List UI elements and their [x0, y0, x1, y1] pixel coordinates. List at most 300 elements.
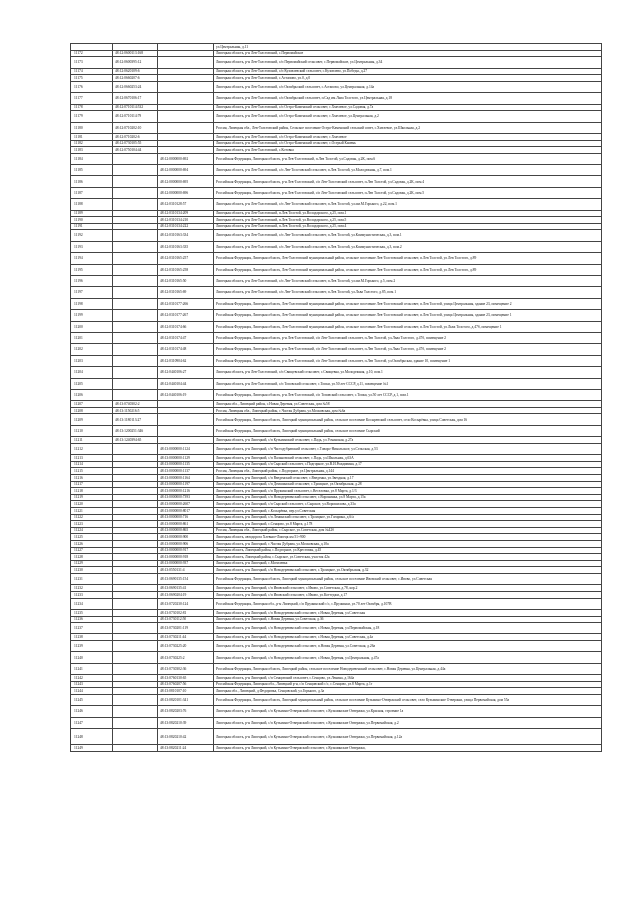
table-row: [71, 133, 602, 140]
cadastral-number-cell: [113, 461, 158, 468]
row-number-cell: 11227: [71, 547, 113, 554]
table-row: [71, 706, 602, 717]
address-cell: Липецкая область, р-н Липецкий, с/п Пальновский сельсовет, с.Падь, ул.Школьная, д.63А: [214, 455, 602, 462]
address-cell: Липецкая область, р-н Лев-Толстовский, с.Первомайское: [214, 50, 602, 57]
row-number-cell: 11219: [71, 494, 113, 501]
table-row: [71, 688, 602, 695]
address-cell: Липецкая область, р-н Липецкий, с.Могилевка: [214, 560, 602, 567]
table-row: [71, 443, 602, 454]
premises-cadastral-number-cell: 48:13:0730211:44: [158, 634, 214, 641]
row-number-cell: 11196: [71, 276, 113, 287]
address-cell: Липецкая область, р-н Лев-Толстовский, с/п Остро-Каменский сельсовет, с.Хмелевое, ул.Садовая, д.7а: [214, 104, 602, 111]
address-cell: Липецкая область, р-н Липецкий, с/п Сырский сельсовет, с.Подгорное, ул.В.И.Рождивина, д.17: [214, 461, 602, 468]
row-number-cell: 11202: [71, 344, 113, 355]
address-cell: Липецкая область, р-н Липецкий, с/п Новодеревенский сельсовет, с.Воронинка, ул.8 Марта, д.15а: [214, 494, 602, 501]
row-number-cell: 11182: [71, 140, 113, 147]
premises-cadastral-number-cell: 48:12:0310163:335: [158, 241, 214, 252]
table-row: [71, 609, 602, 616]
address-cell: ул.Центральная, д.11: [214, 44, 602, 51]
cadastral-number-cell: 48:12:0710202:6: [113, 133, 158, 140]
address-cell: Липецкая область, р-н Липецкий, с/п Новодеревенский сельсовет, с.Новая Деревня, ул.Центральная, д.47а: [214, 652, 602, 663]
table-row: [71, 540, 602, 547]
row-number-cell: 11206: [71, 389, 113, 400]
row-number-cell: 11221: [71, 508, 113, 515]
table-row: [71, 534, 602, 541]
table-row: [71, 508, 602, 515]
address-cell: Российская Федерация, Липецкая область, Лев-Толстовский муниципальный район, сельское поселение Лев-Толстовский сельсовет, п.Лев Толстой, ул.Лев Толстого, д.89: [214, 264, 602, 275]
cadastral-number-cell: [113, 527, 158, 534]
table-row: [71, 378, 602, 389]
cadastral-number-cell: [113, 223, 158, 230]
table-row: [71, 68, 602, 75]
table-row: [71, 75, 602, 82]
premises-cadastral-number-cell: 48:12:0440104:44: [158, 378, 214, 389]
table-row: [71, 425, 602, 436]
cadastral-number-cell: [113, 355, 158, 366]
address-cell: Липецкая область, р-н Липецкий, с/п Новодеревенский сельсовет, с.Новая Деревня, ул.Советская, д.4а: [214, 634, 602, 641]
row-number-cell: 11245: [71, 695, 113, 706]
premises-cadastral-number-cell: 48:13:0820203:76: [158, 706, 214, 717]
address-cell: Липецкая область, р-н Лев-Толстовский, с/п Лев-Толстовский сельсовет, п.Лев Толстой, ул.им.М.Горького, д.5, пом.2: [214, 276, 602, 287]
cadastral-number-cell: 48:12:0710202:10: [113, 122, 158, 133]
row-number-cell: 11184: [71, 153, 113, 164]
address-cell: Липецкая область, р-н Липецкий, с/п Сырский сельсовет, с.Сырское, ул.Ворошилова, д.33а: [214, 501, 602, 508]
premises-cadastral-number-cell: 48:13:0690135:41: [158, 585, 214, 592]
cadastral-number-cell: [113, 560, 158, 567]
premises-cadastral-number-cell: 48:13:0760207:56: [158, 681, 214, 688]
table-row: [71, 675, 602, 682]
row-number-cell: 11211: [71, 437, 113, 444]
table-row: [71, 663, 602, 674]
premises-cadastral-number-cell: 48:12:0440106:19: [158, 389, 214, 400]
address-cell: Российская Федерация, Липецкая область, Лев-Толстовский муниципальный район, сельское поселение Лев-Толстовский сельсовет, п.Лев Толстой, ул.Лев Толстого, д.89: [214, 253, 602, 264]
premises-cadastral-number-cell: 48:13:0720230:124: [158, 598, 214, 609]
address-cell: Россия, Липецкая обл., Липецкий район, с.Подгорное, ул.Центральная, д.144: [214, 468, 602, 475]
cadastral-number-cell: 48:12:0750104:44: [113, 147, 158, 154]
address-cell: Российская Федерация, Липецкая обл., р-н Липецкий, с/п Пружинский с/с, с.Пружинки, ул.70 лет Октября, д.107В: [214, 598, 602, 609]
table-row: [71, 241, 602, 252]
row-number-cell: 11181: [71, 133, 113, 140]
address-cell: Липецкая область, р-н Липецкий, с/п Введенский сельсовет, с.Введенка, ул.Звездная, д.17: [214, 475, 602, 482]
row-number-cell: 11212: [71, 443, 113, 454]
address-cell: Липецкая область, р-н Лев-Толстовский, с/п Октябрьский сельсовет, п.Сад им.Льва Толстого, ул.Центральная, д.18: [214, 93, 602, 104]
address-cell: Липецкая область, р-н Липецкий, с/п Новодеревенский сельсовет, п.Новая Деревня, ул.Советская, д.26а: [214, 641, 602, 652]
cadastral-number-cell: [113, 276, 158, 287]
cadastral-number-cell: [113, 344, 158, 355]
row-number-cell: 11236: [71, 616, 113, 623]
address-cell: Российская Федерация, Липецкая область, р-н Лев-Толстовский, с/п Лев-Толстовский сельсовет, п.Лев Толстой, ул.Льва Толстого, д.47б, помещение 2: [214, 332, 602, 343]
premises-cadastral-number-cell: 48:12:0310165:69: [158, 287, 214, 298]
row-number-cell: 11244: [71, 688, 113, 695]
table-row: [71, 93, 602, 104]
premises-cadastral-number-cell: 48:13:0820211:24: [158, 745, 214, 752]
row-number-cell: [71, 44, 113, 51]
address-cell: Липецкая область, р-н Липецкий, с/п Пружинский сельсовет, с.Веселовка, ул.8 Марта, д.1/3: [214, 488, 602, 495]
address-cell: Липецкая область, р-н Липецкий, с/п Новодеревенский сельсовет, с.Троицкое, ул.Октябрьская, д.32: [214, 567, 602, 574]
address-cell: Липецкая область, р-н Липецкий, с/п Кузьмино-Отвержский сельсовет, с.Кузьминские Отвержки, ул.Красная, строение 1а: [214, 706, 602, 717]
row-number-cell: 11208: [71, 407, 113, 414]
premises-cadastral-number-cell: [158, 122, 214, 133]
row-number-cell: 11222: [71, 514, 113, 521]
row-number-cell: 11209: [71, 414, 113, 425]
cadastral-number-cell: [113, 514, 158, 521]
cadastral-number-cell: [113, 729, 158, 745]
row-number-cell: 11204: [71, 367, 113, 378]
cadastral-number-cell: [113, 652, 158, 663]
address-cell: Липецкая область, р-н Лев-Толстовский, с/п Топовский сельсовет, с.Топки, ул.50 лет СССР, д.11, помещение №1: [214, 378, 602, 389]
premises-cadastral-number-cell: 48:13:0000000:1137: [158, 468, 214, 475]
row-number-cell: 11187: [71, 187, 113, 198]
row-number-cell: 11176: [71, 81, 113, 92]
table-row: [71, 355, 602, 366]
premises-cadastral-number-cell: 48:12:0000000:695: [158, 176, 214, 187]
row-number-cell: 11175: [71, 75, 113, 82]
address-cell: Липецкая область, р-н Липецкий, с/п Кузьмино-Отвержский сельсовет, с.Кузьминские Отвержки, ул.Первомайская, д.2: [214, 717, 602, 728]
address-cell: Российская Федерация, Липецкая область, Липецкий муниципальный район, сельское поселение Ивовский сельсовет, с.Ивово, ул.Советская: [214, 573, 602, 584]
premises-cadastral-number-cell: 48:13:0730225:20: [158, 641, 214, 652]
premises-cadastral-number-cell: 48:13:0730112:50: [158, 616, 214, 623]
cadastral-number-cell: [113, 585, 158, 592]
row-number-cell: 11225: [71, 534, 113, 541]
premises-cadastral-number-cell: 48:13:0000000:861: [158, 521, 214, 528]
table-row: [71, 230, 602, 241]
cadastral-number-cell: [113, 681, 158, 688]
cadastral-number-cell: [113, 616, 158, 623]
address-cell: Липецкая область, р-н Лев-Толстовский, с/п Лев-Толстовский сельсовет, п.Лев Толстой, ул.Коммунистическая, д.3, пом.1: [214, 230, 602, 241]
cadastral-number-cell: [113, 264, 158, 275]
premises-cadastral-number-cell: 48:13:0820210:42: [158, 729, 214, 745]
cadastral-number-cell: [113, 695, 158, 706]
table-row: [71, 50, 602, 57]
premises-cadastral-number-cell: [158, 133, 214, 140]
premises-cadastral-number-cell: 48:13:0820210:39: [158, 717, 214, 728]
address-cell: Липецкая область, автодорога Хлевное-Липецк км 51+900: [214, 534, 602, 541]
cadastral-number-cell: [113, 567, 158, 574]
table-row: [71, 344, 602, 355]
address-cell: Липецкая область, р-н Липецкий, с.Частая Дубрава, ул.Московская, д.10а: [214, 540, 602, 547]
row-number-cell: 11228: [71, 554, 113, 561]
registry-table-body: [71, 44, 602, 752]
cadastral-number-cell: [113, 634, 158, 641]
premises-cadastral-number-cell: 48:12:0310163:334: [158, 230, 214, 241]
premises-cadastral-number-cell: 48:13:0000000:1135: [158, 461, 214, 468]
row-number-cell: 11195: [71, 264, 113, 275]
table-row: [71, 217, 602, 224]
table-row: [71, 414, 602, 425]
row-number-cell: 11213: [71, 455, 113, 462]
table-row: [71, 475, 602, 482]
row-number-cell: 11240: [71, 652, 113, 663]
cadastral-number-cell: [113, 199, 158, 210]
cadastral-number-cell: [113, 378, 158, 389]
premises-cadastral-number-cell: 48:12:0310165:258: [158, 264, 214, 275]
address-cell: Липецкая область, р-н Лев-Толстовский, п.Лев Толстой, ул.Володарского, д.25, пом.1: [214, 210, 602, 217]
address-cell: Липецкая область, р-н Липецкий, с/п Ивовский сельсовет, с.Ивово, ул.Советская, д.78, кор.2: [214, 585, 602, 592]
address-cell: Липецкая область, р-н Лев-Толстовский, с/п Остро-Каменский сельсовет, с.Хмелевое, ул.Центральная, д.2: [214, 111, 602, 122]
table-row: [71, 310, 602, 321]
address-cell: Российская Федерация, Липецкая область, р-н Лев-Толстовский, с/п Топовский сельсовет, с.Топки, ул.50 лет СССР, д.1, пом.1: [214, 389, 602, 400]
cadastral-number-cell: [113, 623, 158, 634]
row-number-cell: 11201: [71, 332, 113, 343]
premises-cadastral-number-cell: 48:13:0000000:7393: [158, 494, 214, 501]
cadastral-number-cell: [113, 521, 158, 528]
address-cell: Российская Федерация, Липецкая область, р-н Лев-Толстовский, п.Лев Толстой, ул.Садовая, д.2К, пом.6: [214, 153, 602, 164]
row-number-cell: 11234: [71, 598, 113, 609]
cadastral-number-cell: [113, 475, 158, 482]
address-cell: Липецкая область, р-н Липецкий, с/п Демшинский сельсовет, с.Троицкое, ул.Октябрьская, д.28: [214, 481, 602, 488]
cadastral-number-cell: 48:12:0670106:17: [113, 93, 158, 104]
cadastral-number-cell: [113, 321, 158, 332]
row-number-cell: 11179: [71, 111, 113, 122]
cadastral-number-cell: [113, 217, 158, 224]
premises-cadastral-number-cell: [158, 407, 214, 414]
premises-cadastral-number-cell: 48:13:0730225:2: [158, 652, 214, 663]
premises-cadastral-number-cell: 48:13:0730201:119: [158, 623, 214, 634]
row-number-cell: 11178: [71, 104, 113, 111]
premises-cadastral-number-cell: 48:12:0310174:48: [158, 344, 214, 355]
table-row: [71, 567, 602, 574]
row-number-cell: 11205: [71, 378, 113, 389]
table-row: [71, 554, 602, 561]
cadastral-number-cell: 48:12:0600113:168: [113, 50, 158, 57]
premises-cadastral-number-cell: 48:12:0310174:47: [158, 332, 214, 343]
cadastral-number-cell: [113, 598, 158, 609]
table-row: [71, 111, 602, 122]
address-cell: Российская Федерация, Липецкая область, Лев-Толстовский муниципальный район, сельское поселение Лев-Толстовский сельсовет, п.Лев Толстой, улица Центральная, здание 23, помещение 1: [214, 310, 602, 321]
table-row: [71, 176, 602, 187]
address-cell: Липецкая область, р-н Липецкий, с/п Кузьминский сельсовет, с.Падь, ул.Усманская, д.27а: [214, 437, 602, 444]
table-row: [71, 468, 602, 475]
cadastral-number-cell: [113, 663, 158, 674]
row-number-cell: 11183: [71, 147, 113, 154]
address-cell: Липецкая область, р-н Липецкий, с/п Кузьмино-Отвержский сельсовет, с.Кузьминские Отвержки,: [214, 745, 602, 752]
table-row: [71, 745, 602, 752]
cadastral-number-cell: [113, 230, 158, 241]
row-number-cell: 11197: [71, 287, 113, 298]
cadastral-number-cell: [113, 165, 158, 176]
premises-cadastral-number-cell: 48:12:0310904:62: [158, 355, 214, 366]
row-number-cell: 11186: [71, 176, 113, 187]
cadastral-number-cell: [113, 717, 158, 728]
table-row: [71, 223, 602, 230]
table-row: [71, 437, 602, 444]
table-row: [71, 210, 602, 217]
table-row: [71, 547, 602, 554]
table-row: [71, 165, 602, 176]
address-cell: Российская Федерация, Липецкая область, Липецкий муниципальный район, сельское поселение Косыревский сельсовет, село Косырёвка, улица Советская, дом 16: [214, 414, 602, 425]
row-number-cell: 11191: [71, 223, 113, 230]
cadastral-number-cell: [113, 298, 158, 309]
premises-cadastral-number-cell: 48:12:0310165:257: [158, 253, 214, 264]
table-row: [71, 367, 602, 378]
table-row: [71, 598, 602, 609]
premises-cadastral-number-cell: 48:12:0440106:27: [158, 367, 214, 378]
table-row: [71, 44, 602, 51]
row-number-cell: 11233: [71, 591, 113, 598]
table-row: [71, 560, 602, 567]
row-number-cell: 11220: [71, 501, 113, 508]
table-row: [71, 501, 602, 508]
cadastral-number-cell: [113, 310, 158, 321]
row-number-cell: 11172: [71, 50, 113, 57]
table-row: [71, 514, 602, 521]
row-number-cell: 11194: [71, 253, 113, 264]
premises-cadastral-number-cell: 48:12:0310174:66: [158, 321, 214, 332]
premises-cadastral-number-cell: 48:13:0000000:1164: [158, 475, 214, 482]
premises-cadastral-number-cell: [158, 437, 214, 444]
row-number-cell: 11177: [71, 93, 113, 104]
cadastral-number-cell: 48:13:0740302:2: [113, 401, 158, 408]
table-row: [71, 623, 602, 634]
row-number-cell: 11207: [71, 401, 113, 408]
premises-cadastral-number-cell: 48:12:0310134:209: [158, 210, 214, 217]
row-number-cell: 11229: [71, 560, 113, 567]
cadastral-number-cell: [113, 332, 158, 343]
cadastral-number-cell: [113, 591, 158, 598]
registry-sheet: [70, 43, 602, 752]
premises-cadastral-number-cell: 48:13:0730302:36: [158, 663, 214, 674]
cadastral-number-cell: [113, 176, 158, 187]
premises-cadastral-number-cell: [158, 57, 214, 68]
address-cell: Российская Федерация, Липецкая область, Лев-Толстовский муниципальный район, сельское поселение Лев-Толстовский сельсовет, п.Лев Толстой, ул.Льва Толстого, д.47б, помещение 1: [214, 321, 602, 332]
premises-cadastral-number-cell: 48:12:0000000:694: [158, 165, 214, 176]
premises-cadastral-number-cell: 48:12:0310165:50: [158, 276, 214, 287]
cadastral-number-cell: [113, 287, 158, 298]
address-cell: Россия, Липецкая обл., Липецкий район, с.Частая Дубрава, ул.Московская, дом №6а: [214, 407, 602, 414]
cadastral-number-cell: 48:12:0620109:6: [113, 68, 158, 75]
row-number-cell: 11199: [71, 310, 113, 321]
row-number-cell: 11200: [71, 321, 113, 332]
premises-cadastral-number-cell: 48:12:0000000:696: [158, 187, 214, 198]
premises-cadastral-number-cell: [158, 75, 214, 82]
table-row: [71, 591, 602, 598]
premises-cadastral-number-cell: 48:13:0690135:154: [158, 573, 214, 584]
address-cell: Липецкая область, р-н Липецкий, с/п Новодеревенский сельсовет, с.Новая Деревня, ул.Первомайская, д.18: [214, 623, 602, 634]
address-cell: Липецкая область, р-н Липецкий, с.Косырёвка, пер.ул.Советская: [214, 508, 602, 515]
cadastral-number-cell: 48:13:1200251:346: [113, 425, 158, 436]
premises-cadastral-number-cell: [158, 425, 214, 436]
row-number-cell: 11246: [71, 706, 113, 717]
address-cell: Липецкая область, р-н Липецкий, с.Новая Деревня, ул.Советская, д.36: [214, 616, 602, 623]
address-cell: Липецкая область, р-н Липецкий, с/п Частодубравский сельсовет, с.Товаро-Никольское, ул.Сельская, д.53: [214, 443, 602, 454]
table-row: [71, 153, 602, 164]
cadastral-number-cell: [113, 609, 158, 616]
premises-cadastral-number-cell: [158, 50, 214, 57]
cadastral-number-cell: [113, 501, 158, 508]
row-number-cell: 11198: [71, 298, 113, 309]
cadastral-number-cell: [113, 554, 158, 561]
address-cell: Липецкая область, р-н Лев-Толстовский, с/п Остро-Каменский сельсовет, с.Острый Камень: [214, 140, 602, 147]
cadastral-number-cell: [113, 443, 158, 454]
table-row: [71, 585, 602, 592]
cadastral-number-cell: [113, 210, 158, 217]
cadastral-number-cell: [113, 367, 158, 378]
address-cell: Липецкая область, р-н Липецкий, с/п Новодеревенский сельсовет, с.Новая Деревня, ул.Советская: [214, 609, 602, 616]
address-cell: Липецкая область, Липецкий район, с.Сырское, ул.Советская, участок 42а: [214, 554, 602, 561]
address-cell: Липецкая область, Липецкий район, с.Подгорное, ул.Крестовая, д.45: [214, 547, 602, 554]
table-row: [71, 401, 602, 408]
address-cell: Липецкая область, р-н Лев-Толстовский, с/п Свищевский сельсовет, с.Свищевка, ул.Молодежная, д.10, пом.1: [214, 367, 602, 378]
premises-cadastral-number-cell: 48:12:0310128:57: [158, 199, 214, 210]
address-cell: Липецкая область, р-н Лев-Толстовский, с.Астапово, ул.0, д.0: [214, 75, 602, 82]
address-cell: Липецкая область, р-н Лев-Толстовский, с/п Октябрьский сельсовет, с.Астапово, ул.Центральная, д.14а: [214, 81, 602, 92]
row-number-cell: 11226: [71, 540, 113, 547]
row-number-cell: 11231: [71, 573, 113, 584]
table-row: [71, 147, 602, 154]
table-row: [71, 264, 602, 275]
table-row: [71, 573, 602, 584]
row-number-cell: 11218: [71, 488, 113, 495]
address-cell: Российская Федерация, Липецкая область, Лев-Толстовский муниципальный район, сельское поселение Лев-Толстовский сельсовет, п.Лев Толстой, улица Центральная, здание 23, помещение 2: [214, 298, 602, 309]
premises-cadastral-number-cell: 48:12:0310177:267: [158, 310, 214, 321]
cadastral-number-cell: [113, 488, 158, 495]
address-cell: Липецкая область, р-н Лев-Толстовский, с/п Лев-Толстовский сельсовет, п.Лев Толстой, ул.Коммунистическая, д.3, пом.2: [214, 241, 602, 252]
premises-cadastral-number-cell: [158, 140, 214, 147]
cadastral-number-cell: 48:12:0730105:55: [113, 140, 158, 147]
premises-cadastral-number-cell: 48:12:0310134:222: [158, 223, 214, 230]
row-number-cell: 11224: [71, 527, 113, 534]
address-cell: Липецкая область, р-н Липецкий, с/п Сенцовский сельсовет, с.Сенцово, ул.Ленина, д.164а: [214, 675, 602, 682]
row-number-cell: 11190: [71, 217, 113, 224]
table-row: [71, 616, 602, 623]
premises-cadastral-number-cell: 48:13:0000000:1124: [158, 443, 214, 454]
address-cell: Липецкая область, р-н Лев-Толстовский, п.Лев Толстой, ул.Володарского, д.25, пом.5: [214, 217, 602, 224]
table-row: [71, 695, 602, 706]
row-number-cell: 11235: [71, 609, 113, 616]
cadastral-number-cell: [113, 573, 158, 584]
cadastral-number-cell: [113, 706, 158, 717]
table-row: [71, 681, 602, 688]
premises-cadastral-number-cell: 48:13:0000000:716: [158, 514, 214, 521]
premises-cadastral-number-cell: [158, 147, 214, 154]
cadastral-number-cell: [113, 455, 158, 462]
cadastral-number-cell: 48:12:0600395:12: [113, 57, 158, 68]
table-row: [71, 57, 602, 68]
premises-cadastral-number-cell: [158, 401, 214, 408]
table-row: [71, 521, 602, 528]
table-row: [71, 455, 602, 462]
premises-cadastral-number-cell: [158, 68, 214, 75]
cadastral-number-cell: [113, 468, 158, 475]
cadastral-number-cell: [113, 547, 158, 554]
address-cell: Липецкая область, р-н Липецкий, с/п Ивовский сельсовет, с.Ивово, ул.Коттеджи, д.17: [214, 591, 602, 598]
table-row: [71, 298, 602, 309]
row-number-cell: 11248: [71, 729, 113, 745]
premises-cadastral-number-cell: 48:12:0310177:266: [158, 298, 214, 309]
table-row: [71, 287, 602, 298]
premises-cadastral-number-cell: [158, 44, 214, 51]
table-row: [71, 140, 602, 147]
premises-cadastral-number-cell: 48:13:0000000:937: [158, 560, 214, 567]
premises-cadastral-number-cell: [158, 93, 214, 104]
row-number-cell: 11174: [71, 68, 113, 75]
row-number-cell: 11241: [71, 663, 113, 674]
cadastral-number-cell: 48:12:0710114:532: [113, 104, 158, 111]
cadastral-number-cell: [113, 241, 158, 252]
row-number-cell: 11247: [71, 717, 113, 728]
premises-cadastral-number-cell: [158, 111, 214, 122]
row-number-cell: 11192: [71, 230, 113, 241]
table-row: [71, 652, 602, 663]
address-cell: Липецкая область, р-н Липецкий, с/п Ленинский сельсовет, с.Троицкое, ул.Гагарина, д.6/а: [214, 514, 602, 521]
cadastral-number-cell: [113, 641, 158, 652]
table-row: [71, 276, 602, 287]
row-number-cell: 11188: [71, 199, 113, 210]
table-row: [71, 634, 602, 641]
table-row: [71, 321, 602, 332]
table-row: [71, 122, 602, 133]
address-cell: Российская Федерация, Липецкая область, р-н Лев-Толстовский, с/п Лев-Толстовский сельсовет, п.Лев Толстой, ул.Садовая, д.2К, пом.4: [214, 176, 602, 187]
